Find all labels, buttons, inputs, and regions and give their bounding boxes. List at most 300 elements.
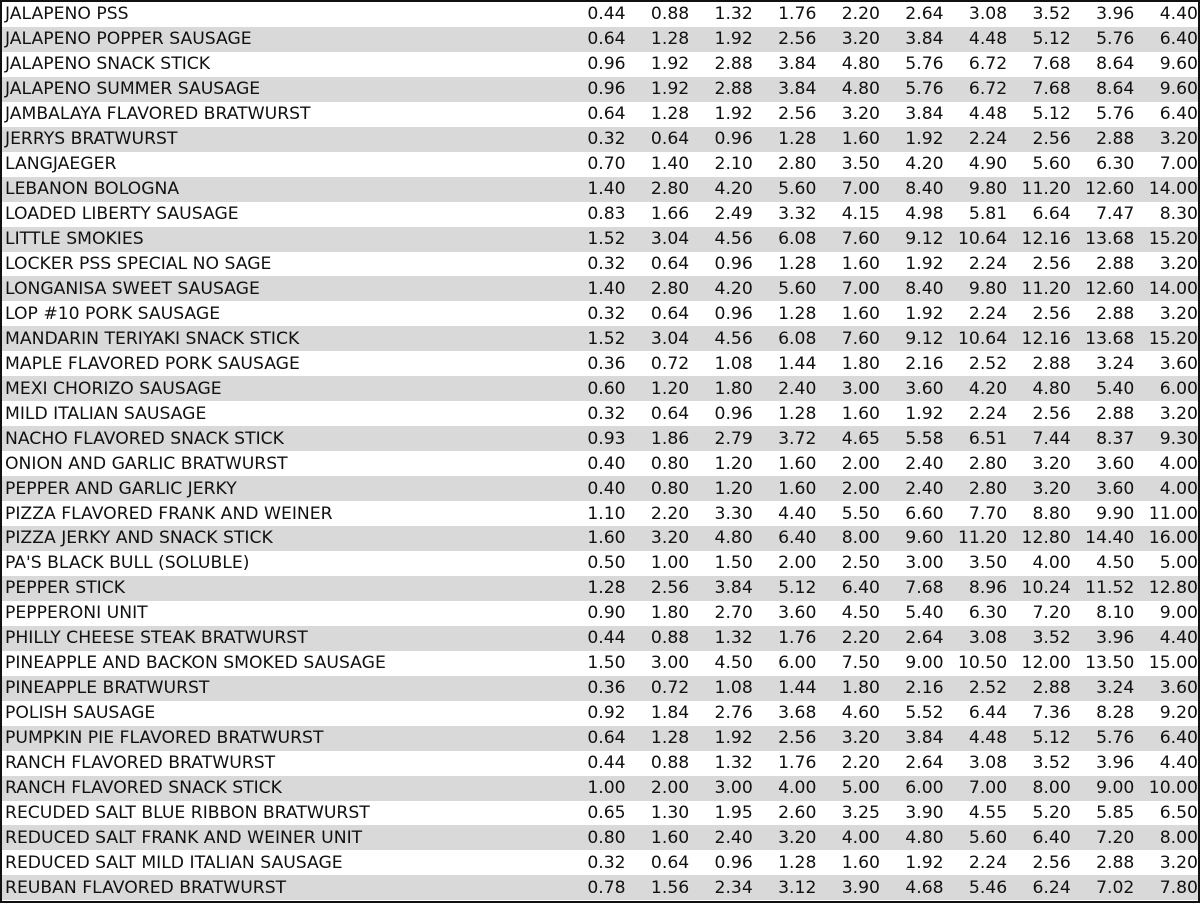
product-name-cell: REUBAN FLAVORED BRATWURST	[5, 877, 287, 898]
value-cell: 6.24	[1032, 877, 1071, 898]
value-cell: 2.00	[841, 453, 880, 474]
value-cell: 4.20	[714, 278, 753, 299]
value-cell: 0.78	[587, 877, 626, 898]
value-cell: 2.40	[778, 378, 817, 399]
value-cell: 4.48	[968, 29, 1008, 50]
value-cell: 0.88	[650, 4, 690, 25]
value-cell: 4.50	[1096, 553, 1135, 574]
product-name-cell: PIZZA JERKY AND SNACK STICK	[5, 528, 273, 549]
value-cell: 2.40	[905, 478, 944, 499]
value-cell: 3.08	[968, 628, 1008, 649]
value-cell: 0.64	[650, 254, 690, 274]
value-cell: 7.36	[1032, 703, 1071, 724]
value-cell: 12.16	[1021, 328, 1071, 349]
value-cell: 5.12	[778, 578, 817, 599]
value-cell: 3.08	[968, 753, 1008, 774]
value-cell: 15.20	[1148, 328, 1198, 349]
value-cell: 2.00	[841, 478, 880, 499]
value-cell: 2.16	[905, 678, 944, 699]
value-cell: 8.37	[1096, 428, 1135, 449]
product-name-cell: PA'S BLACK BULL (SOLUBLE)	[5, 553, 250, 574]
value-cell: 2.80	[968, 453, 1008, 474]
value-cell: 1.50	[714, 553, 753, 574]
value-cell: 1.92	[650, 54, 690, 75]
value-cell: 7.80	[1159, 877, 1198, 898]
value-cell: 12.80	[1021, 528, 1071, 549]
value-cell: 6.40	[1032, 827, 1071, 848]
value-cell: 6.08	[778, 328, 817, 349]
value-cell: 2.88	[1096, 852, 1135, 873]
table-row	[2, 152, 1198, 177]
product-name-cell: PINEAPPLE AND BACKON SMOKED SAUSAGE	[5, 653, 386, 674]
value-cell: 1.28	[587, 578, 626, 599]
table-row	[2, 276, 1198, 301]
value-cell: 1.00	[587, 778, 626, 799]
value-cell: 0.32	[587, 303, 626, 324]
value-cell: 3.52	[1032, 4, 1071, 25]
value-cell: 3.20	[1159, 254, 1198, 274]
value-cell: 1.32	[714, 4, 753, 25]
value-cell: 1.86	[650, 428, 690, 449]
value-cell: 0.64	[587, 728, 626, 749]
value-cell: 1.60	[841, 403, 880, 424]
value-cell: 3.00	[714, 778, 753, 799]
value-cell: 1.76	[778, 753, 817, 774]
value-cell: 5.76	[1096, 728, 1135, 749]
value-cell: 8.00	[1032, 778, 1071, 799]
table-row	[2, 751, 1198, 776]
value-cell: 6.40	[1159, 104, 1198, 125]
product-name-cell: PIZZA FLAVORED FRANK AND WEINER	[5, 503, 333, 524]
value-cell: 9.60	[1159, 54, 1198, 75]
value-cell: 1.60	[841, 303, 880, 324]
value-cell: 0.44	[587, 4, 626, 25]
product-name-cell: JALAPENO POPPER SAUSAGE	[5, 29, 252, 50]
value-cell: 0.64	[587, 29, 626, 50]
value-cell: 4.65	[841, 428, 880, 449]
value-cell: 1.50	[587, 653, 626, 674]
value-cell: 2.80	[650, 179, 690, 200]
value-cell: 5.46	[968, 877, 1008, 898]
value-cell: 4.00	[778, 778, 817, 799]
value-cell: 3.90	[905, 802, 944, 823]
value-cell: 1.84	[650, 703, 690, 724]
value-cell: 12.60	[1085, 179, 1135, 200]
product-name-cell: PEPPER STICK	[5, 578, 125, 599]
value-cell: 9.00	[1159, 603, 1198, 624]
value-cell: 1.80	[650, 603, 690, 624]
value-cell: 0.96	[714, 303, 753, 324]
table-row	[2, 651, 1198, 676]
product-name-cell: LANGJAEGER	[5, 154, 117, 175]
value-cell: 8.96	[968, 578, 1008, 599]
value-cell: 2.60	[778, 802, 817, 823]
value-cell: 6.50	[1159, 802, 1198, 823]
value-cell: 7.70	[968, 503, 1008, 524]
value-cell: 7.68	[905, 578, 944, 599]
value-cell: 2.88	[1096, 254, 1135, 274]
value-cell: 4.40	[1159, 4, 1198, 25]
value-cell: 10.64	[957, 229, 1008, 250]
table-row	[2, 127, 1198, 152]
value-cell: 4.40	[1159, 753, 1198, 774]
value-cell: 5.76	[1096, 104, 1135, 125]
value-cell: 5.00	[841, 778, 880, 799]
value-cell: 1.76	[778, 4, 817, 25]
value-cell: 3.20	[1032, 453, 1071, 474]
product-name-cell: RANCH FLAVORED SNACK STICK	[5, 778, 282, 799]
value-cell: 2.24	[968, 403, 1008, 424]
value-cell: 3.84	[905, 728, 944, 749]
value-cell: 2.88	[1096, 403, 1135, 424]
value-cell: 4.20	[905, 154, 944, 175]
value-cell: 6.00	[905, 778, 944, 799]
value-cell: 1.28	[650, 29, 690, 50]
value-cell: 3.20	[841, 728, 880, 749]
value-cell: 2.50	[841, 553, 880, 574]
value-cell: 9.90	[1096, 503, 1135, 524]
value-cell: 2.00	[778, 553, 817, 574]
product-name-cell: REDUCED SALT FRANK AND WEINER UNIT	[5, 827, 363, 848]
value-cell: 5.52	[905, 703, 944, 724]
value-cell: 11.20	[1021, 179, 1071, 200]
value-cell: 8.30	[1159, 204, 1198, 225]
value-cell: 0.80	[650, 478, 690, 499]
value-cell: 2.80	[650, 278, 690, 299]
value-cell: 3.60	[1096, 453, 1135, 474]
product-name-cell: JALAPENO PSS	[5, 4, 129, 25]
value-cell: 1.52	[587, 229, 626, 250]
value-cell: 0.44	[587, 628, 626, 649]
table-row	[2, 551, 1198, 576]
value-cell: 6.00	[1159, 378, 1198, 399]
value-cell: 4.90	[968, 154, 1008, 175]
value-cell: 1.20	[714, 478, 753, 499]
value-cell: 3.60	[1159, 353, 1198, 374]
value-cell: 0.90	[587, 603, 626, 624]
value-cell: 3.68	[778, 703, 817, 724]
value-cell: 8.40	[905, 278, 944, 299]
value-cell: 2.64	[905, 753, 944, 774]
table-row	[2, 526, 1198, 551]
value-cell: 2.88	[714, 79, 753, 100]
value-cell: 13.68	[1085, 328, 1135, 349]
product-name-cell: LOADED LIBERTY SAUSAGE	[5, 204, 239, 225]
value-cell: 3.60	[1159, 678, 1198, 699]
value-cell: 8.64	[1096, 54, 1135, 75]
table-row	[2, 501, 1198, 526]
value-cell: 4.98	[905, 204, 944, 225]
value-cell: 0.40	[587, 453, 626, 474]
value-cell: 2.20	[841, 753, 880, 774]
value-cell: 9.12	[905, 229, 944, 250]
value-cell: 9.60	[905, 528, 944, 549]
value-cell: 4.80	[905, 827, 944, 848]
product-name-cell: LITTLE SMOKIES	[5, 229, 144, 250]
value-cell: 2.56	[778, 29, 817, 50]
value-cell: 1.60	[841, 129, 880, 150]
value-cell: 0.96	[714, 852, 753, 873]
value-cell: 3.20	[1032, 478, 1071, 499]
value-cell: 7.00	[968, 778, 1008, 799]
value-cell: 2.56	[650, 578, 690, 599]
value-cell: 5.60	[778, 179, 817, 200]
value-cell: 14.40	[1085, 528, 1135, 549]
value-cell: 7.50	[841, 653, 880, 674]
value-cell: 1.80	[841, 353, 880, 374]
value-cell: 2.56	[1032, 254, 1071, 274]
value-cell: 2.79	[714, 428, 753, 449]
value-cell: 1.52	[587, 328, 626, 349]
value-cell: 9.00	[1096, 778, 1135, 799]
table-row	[2, 77, 1198, 102]
table-row	[2, 102, 1198, 127]
value-cell: 5.12	[1032, 728, 1071, 749]
table-row	[2, 426, 1198, 451]
product-name-cell: LONGANISA SWEET SAUSAGE	[5, 278, 260, 299]
product-name-cell: MILD ITALIAN SAUSAGE	[5, 403, 207, 424]
value-cell: 4.68	[905, 877, 944, 898]
product-name-cell: PEPPER AND GARLIC JERKY	[5, 478, 237, 499]
value-cell: 1.95	[714, 802, 753, 823]
value-cell: 2.70	[714, 603, 753, 624]
value-cell: 3.20	[1159, 852, 1198, 873]
value-cell: 3.24	[1096, 678, 1135, 699]
value-cell: 2.49	[714, 204, 753, 225]
value-cell: 5.58	[905, 428, 944, 449]
value-cell: 0.96	[587, 79, 626, 100]
value-cell: 1.60	[778, 478, 817, 499]
value-cell: 2.88	[1032, 678, 1071, 699]
value-cell: 4.20	[968, 378, 1008, 399]
value-cell: 3.96	[1096, 628, 1135, 649]
value-cell: 1.00	[650, 553, 690, 574]
value-cell: 0.64	[650, 403, 690, 424]
product-name-cell: PEPPERONI UNIT	[5, 603, 148, 624]
value-cell: 2.56	[778, 104, 817, 125]
table-row	[2, 401, 1198, 426]
table-row	[2, 825, 1198, 850]
value-cell: 2.24	[968, 852, 1008, 873]
value-cell: 1.28	[778, 303, 817, 324]
value-cell: 6.60	[905, 503, 944, 524]
product-name-cell: LOCKER PSS SPECIAL NO SAGE	[5, 254, 272, 274]
value-cell: 5.76	[905, 54, 944, 75]
value-cell: 10.64	[957, 328, 1008, 349]
value-cell: 8.00	[841, 528, 880, 549]
value-cell: 3.25	[841, 802, 880, 823]
value-cell: 7.00	[1159, 154, 1198, 175]
value-cell: 1.08	[714, 353, 753, 374]
value-cell: 9.12	[905, 328, 944, 349]
value-cell: 2.24	[968, 303, 1008, 324]
table-row	[2, 801, 1198, 826]
product-name-cell: LOP #10 PORK SAUSAGE	[5, 303, 221, 324]
value-cell: 1.92	[650, 79, 690, 100]
table-row	[2, 726, 1198, 751]
product-name-cell: PINEAPPLE BRATWURST	[5, 678, 210, 699]
value-cell: 1.92	[714, 728, 753, 749]
value-cell: 1.28	[650, 104, 690, 125]
table-row	[2, 252, 1198, 277]
value-cell: 2.56	[778, 728, 817, 749]
value-cell: 0.64	[650, 303, 690, 324]
value-cell: 7.68	[1032, 54, 1071, 75]
value-cell: 0.64	[587, 104, 626, 125]
value-cell: 1.20	[650, 378, 690, 399]
value-cell: 4.80	[841, 79, 880, 100]
value-cell: 0.32	[587, 129, 626, 150]
table-row	[2, 326, 1198, 351]
value-cell: 1.92	[714, 29, 753, 50]
value-cell: 1.66	[650, 204, 690, 225]
value-cell: 1.92	[905, 403, 944, 424]
value-cell: 3.52	[1032, 753, 1071, 774]
table-row	[2, 177, 1198, 202]
value-cell: 2.56	[1032, 303, 1071, 324]
value-cell: 3.20	[1159, 303, 1198, 324]
value-cell: 4.00	[1159, 478, 1198, 499]
value-cell: 1.92	[905, 303, 944, 324]
value-cell: 10.00	[1148, 778, 1198, 799]
product-name-cell: PUMPKIN PIE FLAVORED BRATWURST	[5, 728, 324, 749]
value-cell: 2.64	[905, 628, 944, 649]
value-cell: 1.80	[714, 378, 753, 399]
value-cell: 15.00	[1148, 653, 1198, 674]
value-cell: 2.40	[714, 827, 753, 848]
product-name-cell: JERRYS BRATWURST	[5, 129, 178, 150]
product-name-cell: PHILLY CHEESE STEAK BRATWURST	[5, 628, 308, 649]
value-cell: 6.40	[1159, 29, 1198, 50]
value-cell: 11.20	[1021, 278, 1071, 299]
value-cell: 3.84	[778, 54, 817, 75]
value-cell: 11.00	[1148, 503, 1198, 524]
value-cell: 3.04	[650, 229, 690, 250]
value-cell: 2.88	[714, 54, 753, 75]
value-cell: 0.36	[587, 678, 626, 699]
value-cell: 3.60	[778, 603, 817, 624]
value-cell: 0.36	[587, 353, 626, 374]
value-cell: 1.28	[650, 728, 690, 749]
value-cell: 1.60	[841, 852, 880, 873]
value-cell: 4.55	[968, 802, 1008, 823]
value-cell: 6.40	[1159, 728, 1198, 749]
product-name-cell: MEXI CHORIZO SAUSAGE	[5, 378, 222, 399]
value-cell: 5.60	[778, 278, 817, 299]
value-cell: 1.60	[587, 528, 626, 549]
value-cell: 7.60	[841, 229, 880, 250]
value-cell: 1.30	[650, 802, 690, 823]
value-cell: 1.92	[714, 104, 753, 125]
value-cell: 0.40	[587, 478, 626, 499]
value-cell: 1.40	[587, 179, 626, 200]
value-cell: 7.47	[1096, 204, 1135, 225]
value-cell: 2.52	[968, 353, 1008, 374]
value-cell: 9.00	[905, 653, 944, 674]
product-name-cell: RANCH FLAVORED BRATWURST	[5, 753, 276, 774]
value-cell: 0.32	[587, 852, 626, 873]
value-cell: 4.40	[1159, 628, 1198, 649]
value-cell: 2.76	[714, 703, 753, 724]
value-cell: 5.60	[968, 827, 1008, 848]
value-cell: 8.80	[1032, 503, 1071, 524]
product-name-cell: MAPLE FLAVORED PORK SAUSAGE	[5, 353, 300, 374]
value-cell: 2.56	[1032, 403, 1071, 424]
value-cell: 11.20	[957, 528, 1008, 549]
value-cell: 0.93	[587, 428, 626, 449]
value-cell: 5.85	[1096, 802, 1135, 823]
value-cell: 9.80	[968, 278, 1008, 299]
value-cell: 2.20	[650, 503, 690, 524]
value-cell: 3.20	[1159, 403, 1198, 424]
value-cell: 6.51	[968, 428, 1008, 449]
table-row	[2, 576, 1198, 601]
value-cell: 6.72	[968, 79, 1008, 100]
value-cell: 4.48	[968, 728, 1008, 749]
value-cell: 2.00	[650, 778, 690, 799]
value-cell: 0.96	[587, 54, 626, 75]
value-cell: 0.80	[650, 453, 690, 474]
product-name-cell: LEBANON BOLOGNA	[5, 179, 180, 200]
table-body	[2, 2, 1198, 900]
value-cell: 1.60	[841, 254, 880, 274]
value-cell: 1.28	[778, 129, 817, 150]
value-cell: 5.60	[1032, 154, 1071, 175]
value-cell: 3.08	[968, 4, 1008, 25]
value-cell: 1.44	[778, 353, 817, 374]
table-row	[2, 601, 1198, 626]
value-cell: 6.72	[968, 54, 1008, 75]
value-cell: 12.16	[1021, 229, 1071, 250]
value-cell: 0.64	[650, 852, 690, 873]
value-cell: 0.64	[650, 129, 690, 150]
value-cell: 1.32	[714, 753, 753, 774]
value-cell: 4.80	[841, 54, 880, 75]
table-row	[2, 301, 1198, 326]
value-cell: 2.16	[905, 353, 944, 374]
value-cell: 5.00	[1159, 553, 1198, 574]
value-cell: 4.80	[1032, 378, 1071, 399]
value-cell: 1.44	[778, 678, 817, 699]
table-row	[2, 2, 1198, 27]
product-name-cell: ONION AND GARLIC BRATWURST	[5, 453, 288, 474]
value-cell: 5.20	[1032, 802, 1071, 823]
product-name-cell: POLISH SAUSAGE	[5, 703, 156, 724]
value-cell: 2.80	[968, 478, 1008, 499]
product-name-cell: JALAPENO SUMMER SAUSAGE	[5, 79, 261, 100]
value-cell: 3.20	[841, 104, 880, 125]
value-cell: 2.20	[841, 4, 880, 25]
table-row	[2, 451, 1198, 476]
table-row	[2, 701, 1198, 726]
value-cell: 2.40	[905, 453, 944, 474]
value-cell: 12.60	[1085, 278, 1135, 299]
value-cell: 6.08	[778, 229, 817, 250]
product-name-cell: JAMBALAYA FLAVORED BRATWURST	[5, 104, 311, 125]
value-cell: 3.84	[905, 29, 944, 50]
value-cell: 2.34	[714, 877, 753, 898]
value-cell: 3.84	[778, 79, 817, 100]
value-cell: 2.88	[1096, 303, 1135, 324]
value-cell: 3.00	[841, 378, 880, 399]
value-cell: 2.88	[1096, 129, 1135, 150]
value-cell: 0.50	[587, 553, 626, 574]
value-cell: 6.44	[968, 703, 1008, 724]
value-cell: 6.00	[778, 653, 817, 674]
value-cell: 3.30	[714, 503, 753, 524]
price-table	[2, 2, 1198, 900]
value-cell: 0.88	[650, 753, 690, 774]
